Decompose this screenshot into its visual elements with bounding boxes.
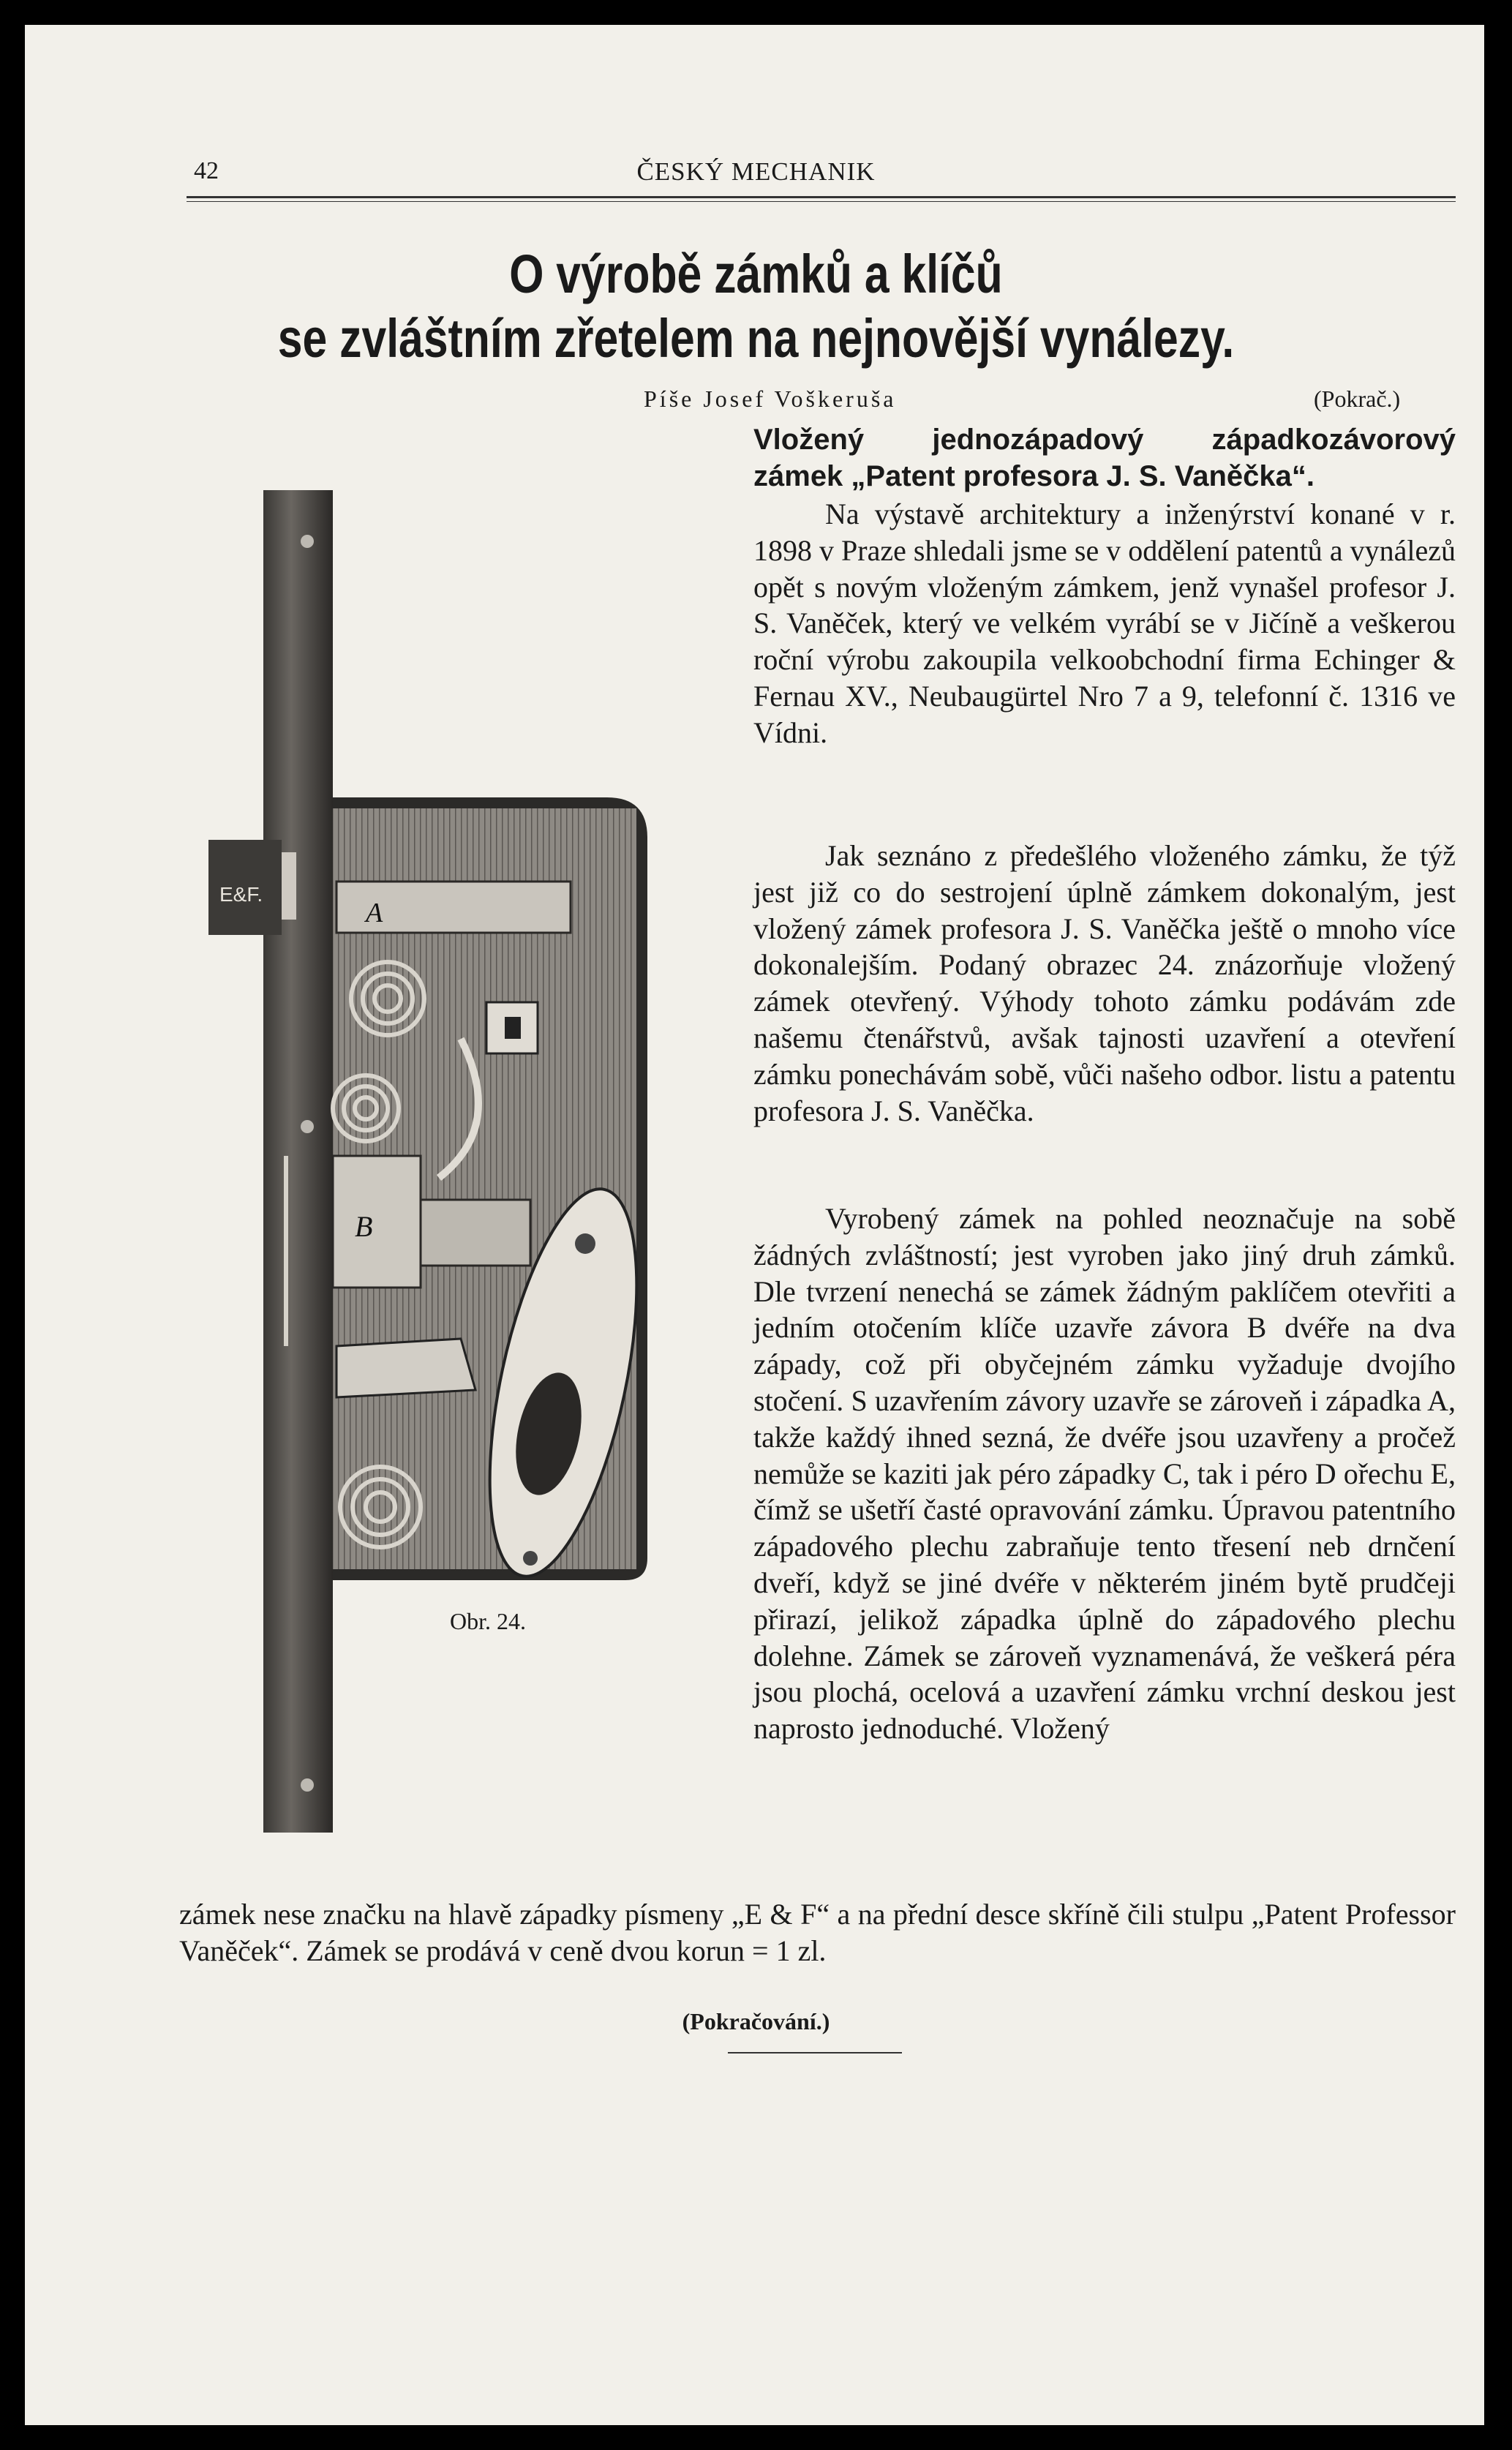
screw-hole	[301, 1120, 314, 1133]
header-rule-thin	[187, 201, 1456, 202]
author-line: Píše Josef Voškeruša	[644, 386, 897, 412]
section-heading-line1: Vložený jednozápadový západkozávorový	[753, 424, 1456, 456]
end-rule	[728, 2052, 902, 2053]
figure-caption: Obr. 24.	[450, 1608, 526, 1634]
article-title-line1: O výrobě zámků a klíčů	[509, 244, 1003, 304]
face-plate	[263, 490, 333, 1833]
continued-note: (Pokrač.)	[1314, 386, 1401, 412]
paragraph-4: zámek nese značku na hlavě západky písmeny „E & F“ a na přední desce skříně čili stulpu „Patent Professor Vaněček“. Zámek se prodává v ceně dvou korun = 1 zl.	[179, 1898, 1456, 1967]
header-rule	[187, 196, 1456, 198]
paragraph-3: Vyrobený zámek na pohled neoznačuje na sobě žádných zvláštností; jest vyroben jako jiný druh zámků. Dle tvrzení nenechá se zámek žádným paklíčem otevřiti a jedním otočením klíče uzavře závora B dvéře na dva západy, což při obyčejném zámku vyžaduje dvojího stočení. S uzavřením závory uzavře se zároveň i západka A, takže každý ihned sezná, že dvéře jsou uzavřeny a pročež nemůže se kaziti jak péro západky C, tak i péro D ořechu E, čímž se ušetří časté opravování zámku. Úpravou patentního západového plechu zabraňuje tento třesení neb drnčení dveří, když se jiné dvéře v některém jiném bytě prudčeji přirazí, jelikož západka úplně do západového plechu dolehne. Zámek se zároveň vyznamenává, že veškerá péra jsou plochá, ocelová a uzavření zámku vrchní deskou jest naprosto jednoduché. Vložený	[753, 1202, 1456, 1746]
paragraph-1: Na výstavě architektury a inženýrství konané v r. 1898 v Praze shledali jsme se v oddělení patentů a vynálezů opět s novým vloženým zámkem, jenž vynašel profesor J. S. Vaněček, který ve velkém vyrábí se v Jičíně a veškerou roční výrobu zakoupila velkoobchodní firma Echinger & Fernau XV., Neubaugürtel Nro 7 a 9, telefonní č. 1316 ve Vídni.	[753, 497, 1456, 749]
bolt-b	[333, 1156, 421, 1288]
bolt-slot	[284, 1156, 288, 1346]
label-a: A	[366, 898, 383, 928]
lock-illustration	[198, 483, 680, 1844]
journal-title: ČESKÝ MECHANIK	[636, 157, 876, 186]
page-number: 42	[194, 157, 219, 184]
article-title-line2: se zvláštním zřetelem na nejnovější vynálezy.	[277, 308, 1235, 369]
bolt-tail	[421, 1200, 530, 1266]
nut-square	[505, 1017, 521, 1039]
label-b: B	[355, 1210, 373, 1243]
lever	[336, 1339, 475, 1397]
screw-hole	[301, 535, 314, 548]
paragraph-2: Jak seznáno z předešlého vloženého zámku, že týž jest již co do sestrojení úplně zámkem dokonalým, jest vložený zámek profesora J. S. Vaněčka ještě o mnoho více dokonalejším. Podaný obrazec 24. znázorňuje vložený zámek otevřený. Výhody tohoto zámku podávám zde našemu čtenářstvů, avšak tajnosti uzavření a otevření zámku ponechávám sobě, vůči našeho odbor. listu a patentu profesora J. S. Vaněčka.	[753, 839, 1456, 1127]
to-be-continued: (Pokračování.)	[682, 2008, 830, 2034]
screw-hole	[301, 1778, 314, 1792]
latch-stamp: E&F.	[219, 883, 263, 906]
section-heading-line2: zámek „Patent profesora J. S. Vaněčka“.	[753, 460, 1315, 492]
